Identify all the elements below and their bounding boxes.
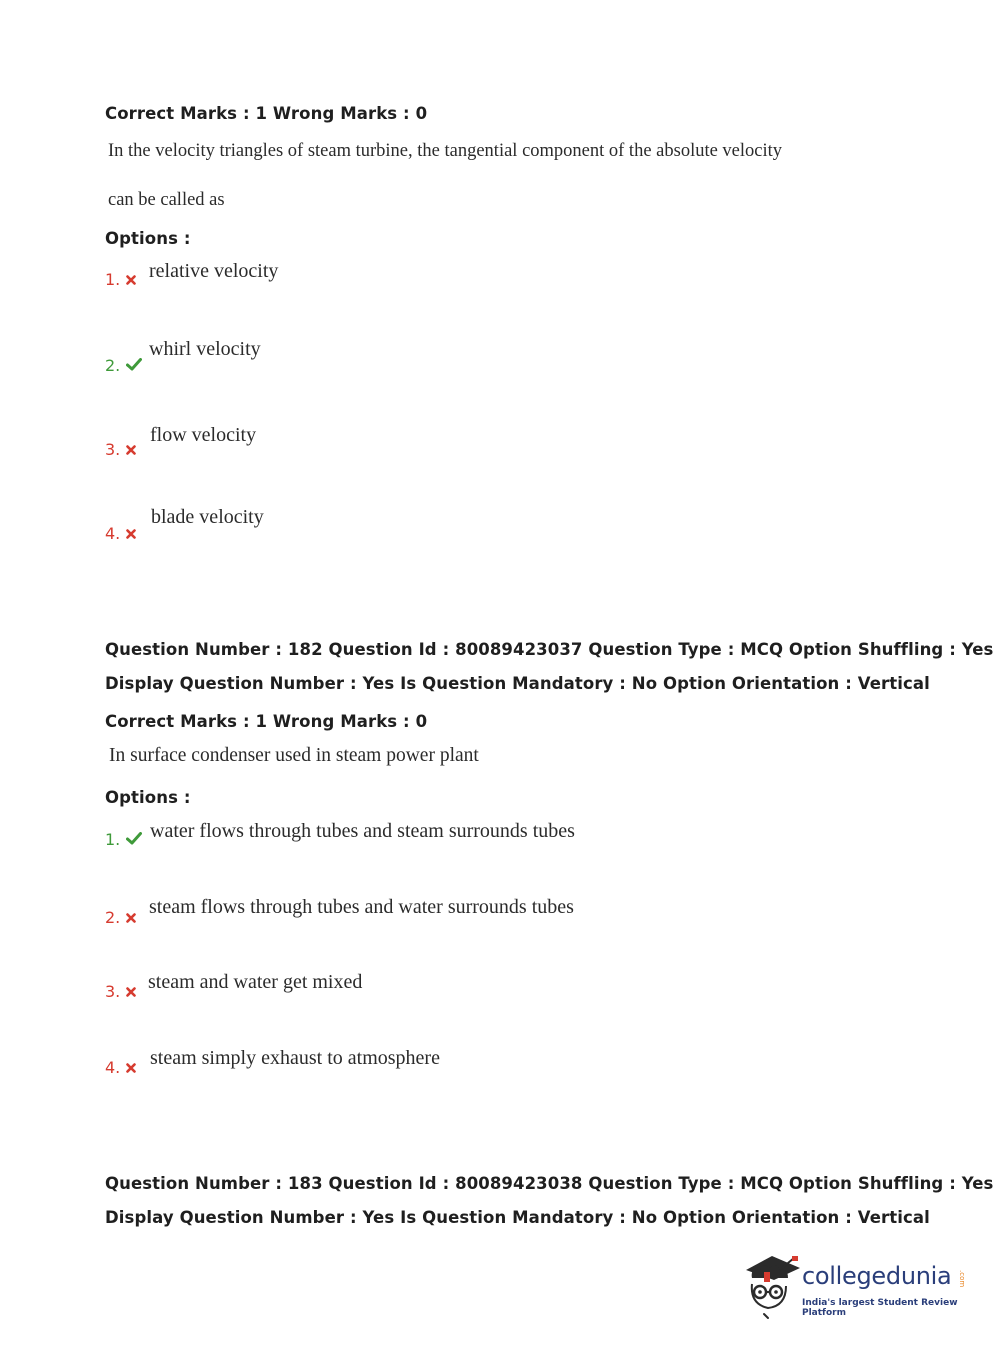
cross-icon — [126, 1060, 136, 1078]
q182-option-4-marker: 4. — [105, 1058, 136, 1078]
q182-meta-line1: Question Number : 182 Question Id : 80089423037 Question Type : MCQ Option Shuffling : Yes — [105, 640, 994, 659]
q182-marks: Correct Marks : 1 Wrong Marks : 0 — [105, 712, 428, 731]
collegedunia-logo — [742, 1248, 972, 1320]
q181-option-1-text: relative velocity — [149, 260, 279, 282]
q181-option-2-text: whirl velocity — [149, 338, 261, 360]
cross-icon — [126, 984, 136, 1002]
q182-options-label: Options : — [105, 788, 191, 807]
q181-option-3-marker: 3. — [105, 440, 136, 460]
q182-meta-line2: Display Question Number : Yes Is Question Mandatory : No Option Orientation : Vertical — [105, 674, 930, 693]
q181-marks: Correct Marks : 1 Wrong Marks : 0 — [105, 104, 428, 123]
q181-options-label: Options : — [105, 229, 191, 248]
q182-question-line1: In surface condenser used in steam power plant — [109, 745, 479, 766]
q181-option-2-marker: 2. — [105, 356, 142, 376]
q182-option-1-text: water flows through tubes and steam surrounds tubes — [150, 820, 575, 842]
q181-option-4-text: blade velocity — [151, 506, 264, 528]
q181-option-1-marker: 1. — [105, 270, 136, 290]
q182-option-4-text: steam simply exhaust to atmosphere — [150, 1047, 440, 1069]
q181-option-4-marker: 4. — [105, 524, 136, 544]
check-icon — [126, 832, 142, 850]
brand-name: collegedunia — [802, 1262, 952, 1290]
check-icon — [126, 358, 142, 376]
q183-meta-line2: Display Question Number : Yes Is Question Mandatory : No Option Orientation : Vertical — [105, 1208, 930, 1227]
q181-question-line2: can be called as — [108, 190, 225, 210]
cross-icon — [126, 526, 136, 544]
q182-option-3-text: steam and water get mixed — [148, 971, 363, 993]
q182-option-1-marker: 1. — [105, 830, 142, 850]
q182-option-2-text: steam flows through tubes and water surrounds tubes — [149, 896, 574, 918]
mascot-icon — [742, 1248, 804, 1320]
cross-icon — [126, 272, 136, 290]
cross-icon — [126, 910, 136, 928]
q183-meta-line1: Question Number : 183 Question Id : 80089423038 Question Type : MCQ Option Shuffling : Yes — [105, 1174, 994, 1193]
q181-option-3-text: flow velocity — [150, 424, 257, 446]
q182-option-3-marker: 3. — [105, 982, 136, 1002]
cross-icon — [126, 442, 136, 460]
brand-suffix: .com — [958, 1270, 966, 1288]
brand-tagline: India's largest Student Review Platform — [802, 1298, 958, 1318]
q181-question-line1: In the velocity triangles of steam turbine, the tangential component of the absolute velocity — [108, 141, 783, 161]
q182-option-2-marker: 2. — [105, 908, 136, 928]
